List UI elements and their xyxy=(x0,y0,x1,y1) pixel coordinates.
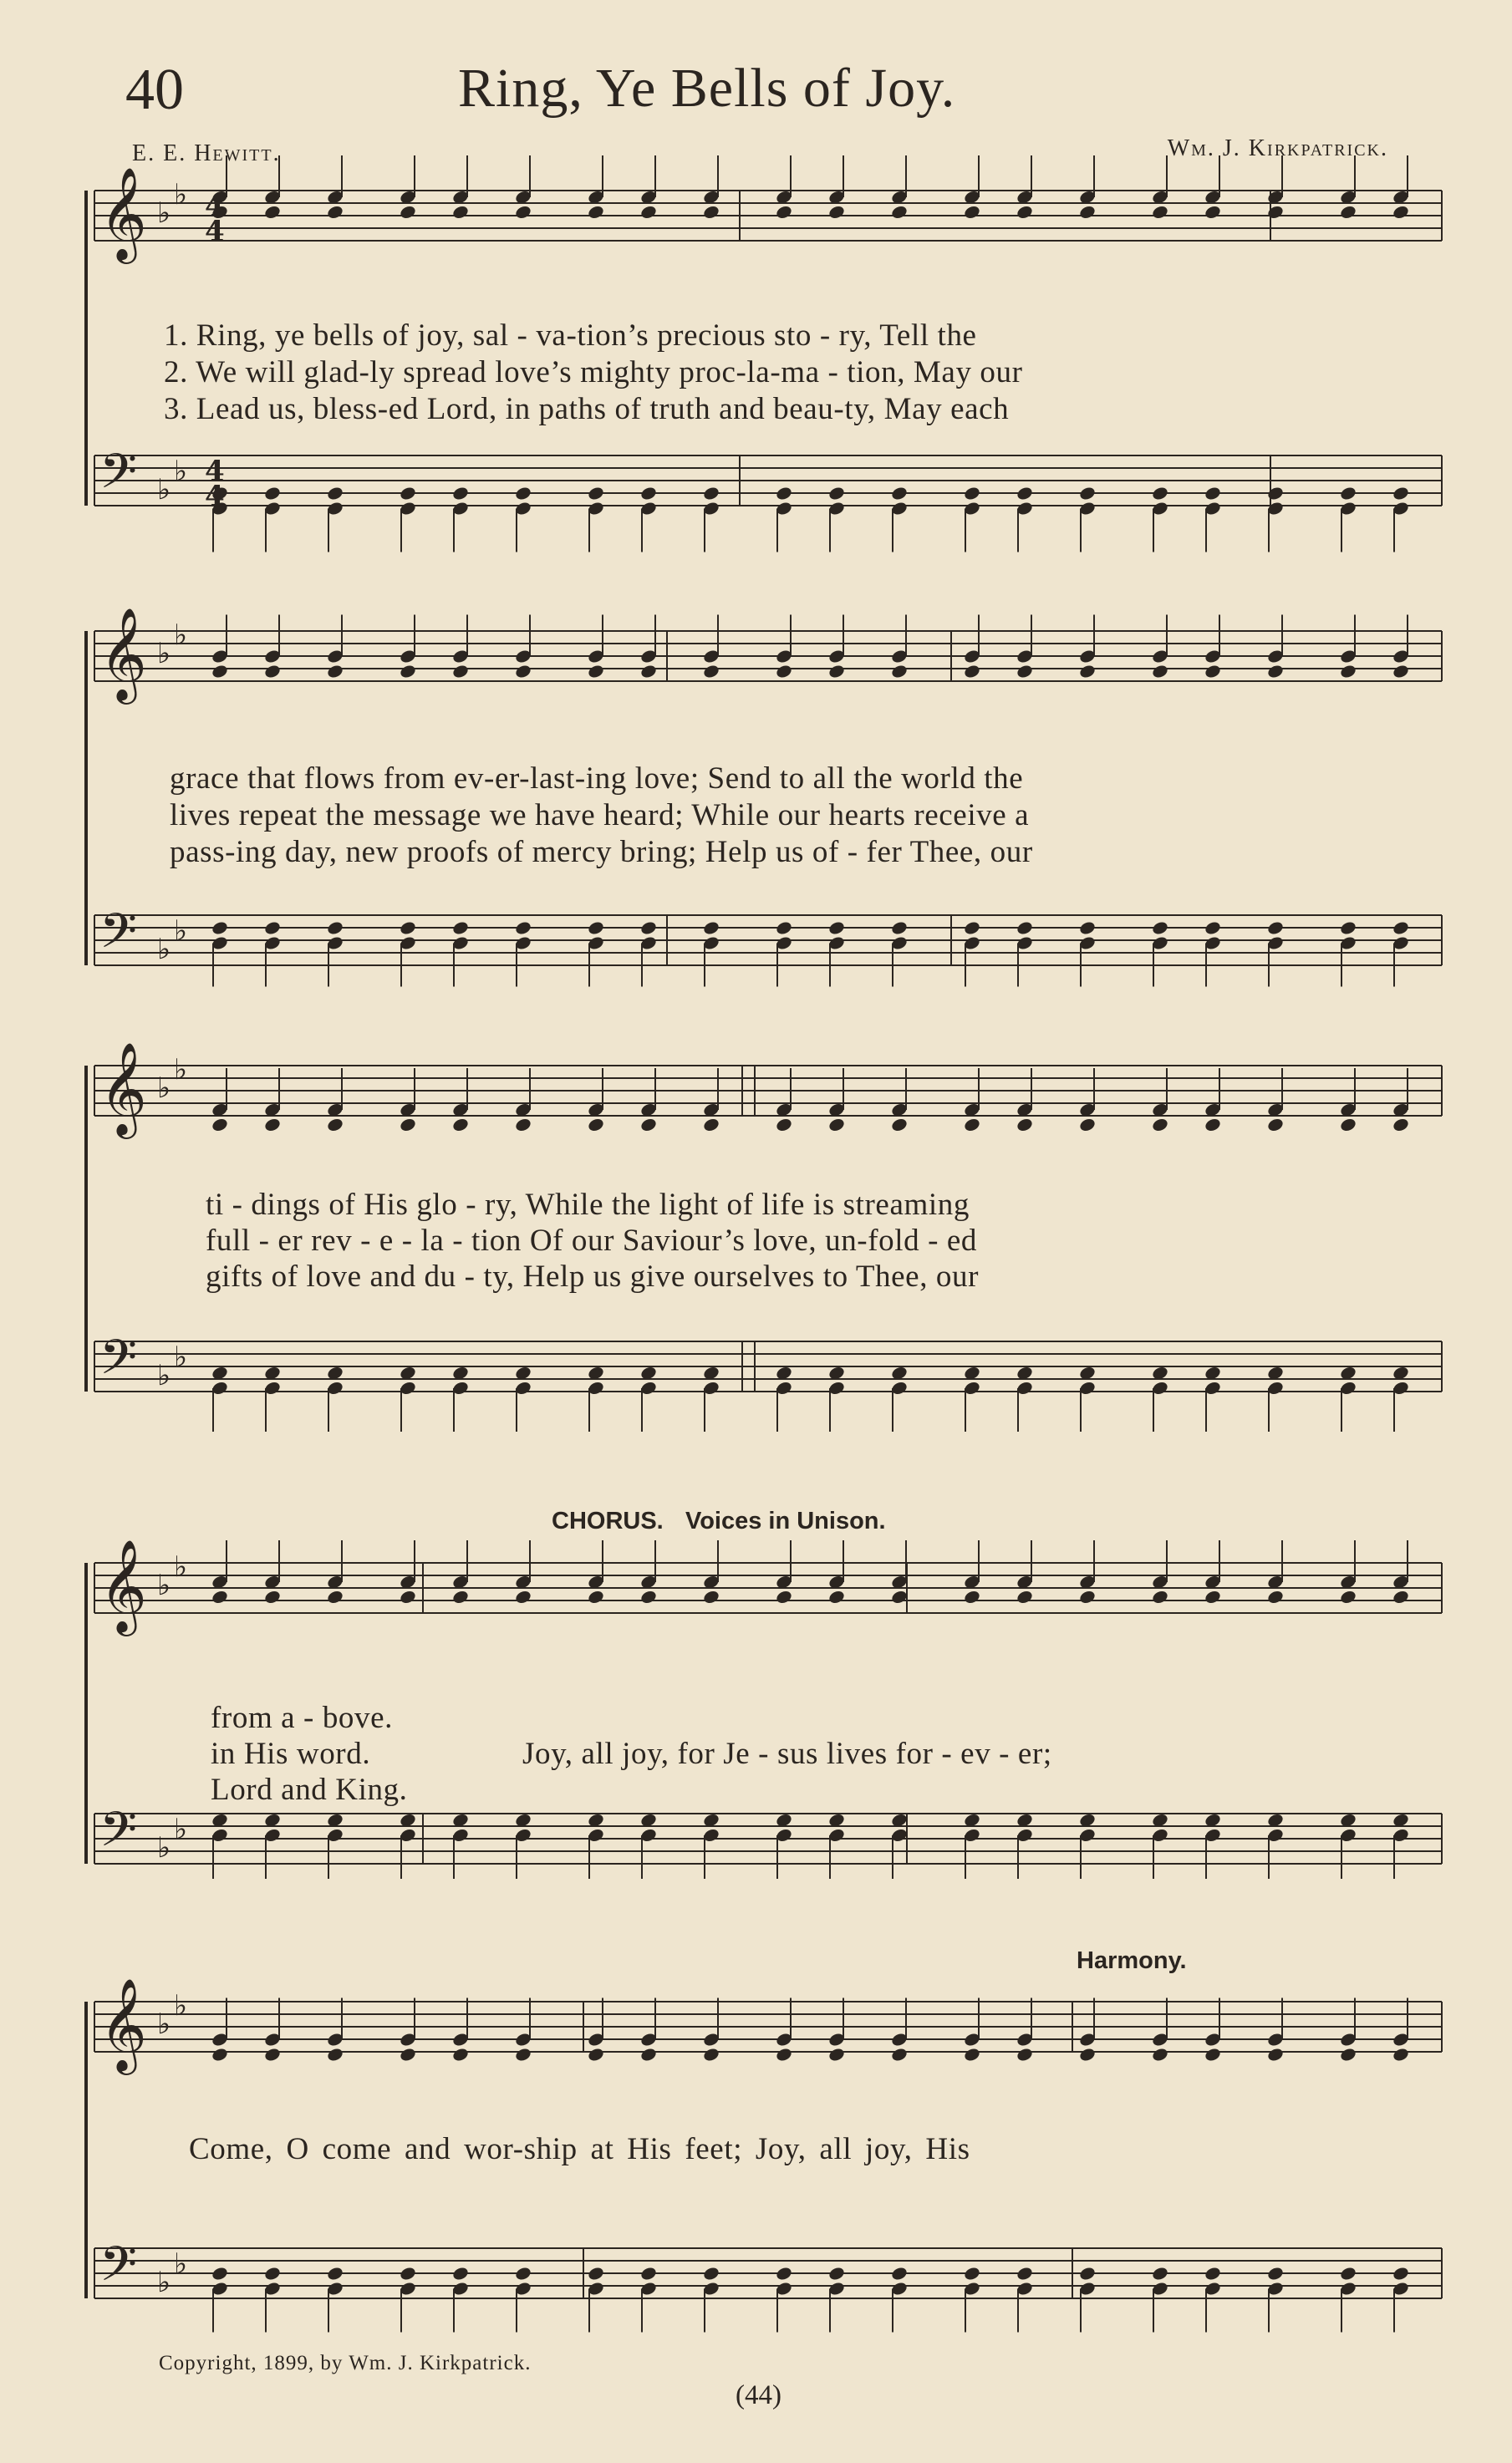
lyric-line-verse3: gifts of love and du - ty, Help us give ourselves to Thee, our xyxy=(206,1259,980,1294)
hymn-number: 40 xyxy=(125,58,184,122)
bass-clef: 𝄢 xyxy=(99,903,138,971)
note-head xyxy=(1339,1117,1357,1132)
note-head xyxy=(963,486,981,501)
lyric-line-verse1: ti - dings of His glo - ry, While the light of life is streaming xyxy=(206,1188,970,1222)
note-head xyxy=(1151,920,1169,936)
lyric-line-verse1: grace that flows from ev-er-last-ing love; Send to all the world the xyxy=(170,761,1024,796)
note-head xyxy=(1266,204,1285,220)
note-head xyxy=(1204,1589,1222,1605)
note-head xyxy=(1266,1117,1285,1132)
note-head xyxy=(963,1117,981,1132)
composer-credit: Wm. J. Kirkpatrick. xyxy=(1167,135,1388,161)
note-head xyxy=(326,2047,344,2063)
note-head xyxy=(890,2266,909,2282)
note-head xyxy=(587,920,605,936)
note-head xyxy=(775,1589,793,1605)
bass-clef: 𝄢 xyxy=(99,1329,138,1397)
note-head xyxy=(514,2266,532,2282)
note-head xyxy=(1078,1589,1097,1605)
note-head xyxy=(1392,1589,1410,1605)
note-head xyxy=(827,2047,846,2063)
note-head xyxy=(963,2266,981,2282)
note-head xyxy=(451,204,470,220)
note-head xyxy=(1392,664,1410,679)
note-head xyxy=(702,2047,720,2063)
flat-sign: ♭ xyxy=(157,196,171,230)
note-head xyxy=(775,2266,793,2282)
note-head xyxy=(514,1589,532,1605)
note-head xyxy=(963,2047,981,2063)
bass-clef: 𝄢 xyxy=(99,1801,138,1870)
lyricist-credit: E. E. Hewitt. xyxy=(132,140,281,166)
note-head xyxy=(1392,2266,1410,2282)
note-head xyxy=(263,486,282,501)
chorus-lyric-line-2: Come, O come and wor-ship at His feet; Joy, all joy, His xyxy=(189,2132,970,2166)
note-head xyxy=(890,1589,909,1605)
note-head xyxy=(1151,2047,1169,2063)
note-head xyxy=(326,664,344,679)
note-head xyxy=(587,204,605,220)
note-head xyxy=(514,2047,532,2063)
note-head xyxy=(587,664,605,679)
note-head xyxy=(639,204,658,220)
note-head xyxy=(514,1117,532,1132)
note-head xyxy=(326,1589,344,1605)
flat-sign: ♭ xyxy=(157,2008,171,2041)
flat-sign: ♭ xyxy=(174,455,188,488)
note-head xyxy=(263,2047,282,2063)
lyric-line-verse1-end: from a - bove. xyxy=(211,1701,393,1735)
note-head xyxy=(775,920,793,936)
note-head xyxy=(587,2266,605,2282)
note-head xyxy=(1204,486,1222,501)
note-head xyxy=(639,920,658,936)
note-head xyxy=(514,920,532,936)
note-head xyxy=(399,486,417,501)
flat-sign: ♭ xyxy=(157,1569,171,1602)
note-head xyxy=(326,486,344,501)
note-head xyxy=(263,920,282,936)
note-head xyxy=(1078,204,1097,220)
note-head xyxy=(775,664,793,679)
note-head xyxy=(702,204,720,220)
note-head xyxy=(639,1117,658,1132)
flat-sign: ♭ xyxy=(157,933,171,966)
note-head xyxy=(1078,920,1097,936)
note-head xyxy=(827,1117,846,1132)
note-head xyxy=(451,2047,470,2063)
harmony-label: Harmony. xyxy=(1077,1947,1187,1974)
note-head xyxy=(1078,2047,1097,2063)
flat-sign: ♭ xyxy=(157,637,171,670)
treble-clef: 𝄞 xyxy=(99,166,147,260)
note-head xyxy=(263,2266,282,2282)
flat-sign: ♭ xyxy=(174,2247,188,2281)
note-head xyxy=(639,1589,658,1605)
note-head xyxy=(1151,664,1169,679)
note-head xyxy=(1392,486,1410,501)
flat-sign: ♭ xyxy=(157,1071,171,1105)
note-head xyxy=(702,2266,720,2282)
note-head xyxy=(1016,920,1034,936)
note-head xyxy=(1016,2047,1034,2063)
note-head xyxy=(827,486,846,501)
treble-clef: 𝄞 xyxy=(99,1977,147,2071)
note-head xyxy=(890,1117,909,1132)
note-head xyxy=(399,2047,417,2063)
note-head xyxy=(263,1589,282,1605)
note-head xyxy=(211,1589,229,1605)
treble-clef: 𝄞 xyxy=(99,1539,147,1632)
note-head xyxy=(514,664,532,679)
treble-clef: 𝄞 xyxy=(99,607,147,700)
note-head xyxy=(451,2266,470,2282)
note-head xyxy=(1204,664,1222,679)
bass-clef: 𝄢 xyxy=(99,2236,138,2304)
note-head xyxy=(963,920,981,936)
note-head xyxy=(587,2047,605,2063)
note-head xyxy=(514,486,532,501)
flat-sign: ♭ xyxy=(174,1989,188,2023)
note-head xyxy=(211,664,229,679)
note-head xyxy=(1078,1117,1097,1132)
note-head xyxy=(399,1117,417,1132)
flat-sign: ♭ xyxy=(174,178,188,211)
lyric-line-verse2: full - er rev - e - la - tion Of our Saviour’s love, un-fold - ed xyxy=(206,1224,977,1258)
note-head xyxy=(827,2266,846,2282)
note-head xyxy=(1204,2047,1222,2063)
note-head xyxy=(1266,486,1285,501)
flat-sign: ♭ xyxy=(174,914,188,948)
note-head xyxy=(1266,920,1285,936)
note-head xyxy=(1339,1589,1357,1605)
note-head xyxy=(587,486,605,501)
note-head xyxy=(775,1117,793,1132)
note-head xyxy=(702,1589,720,1605)
note-head xyxy=(890,486,909,501)
note-head xyxy=(702,1117,720,1132)
hymn-title: Ring, Ye Bells of Joy. xyxy=(458,58,956,119)
note-head xyxy=(775,204,793,220)
time-signature: 4 xyxy=(205,215,225,248)
note-head xyxy=(702,920,720,936)
time-signature: 4 xyxy=(205,455,225,488)
note-head xyxy=(1078,664,1097,679)
note-head xyxy=(211,920,229,936)
lyric-line-verse3-end: Lord and King. xyxy=(211,1773,408,1807)
lyric-line-verse3: pass-ing day, new proofs of mercy bring; Help us of - fer Thee, our xyxy=(170,835,1033,869)
note-head xyxy=(587,1589,605,1605)
lyric-line-verse2: 2. We will glad-ly spread love’s mighty proc-la-ma - tion, May our xyxy=(164,355,1023,389)
note-head xyxy=(639,2266,658,2282)
note-head xyxy=(1266,664,1285,679)
note-head xyxy=(263,204,282,220)
note-head xyxy=(399,1589,417,1605)
bass-clef: 𝄢 xyxy=(99,443,138,511)
note-head xyxy=(211,1117,229,1132)
note-head xyxy=(1339,486,1357,501)
flat-sign: ♭ xyxy=(174,618,188,652)
note-head xyxy=(451,1117,470,1132)
note-head xyxy=(1339,204,1357,220)
lyric-line-verse1: 1. Ring, ye bells of joy, sal - va-tion’s precious sto - ry, Tell the xyxy=(164,318,977,353)
note-head xyxy=(639,2047,658,2063)
note-head xyxy=(827,920,846,936)
note-head xyxy=(211,2047,229,2063)
note-head xyxy=(1204,1117,1222,1132)
note-head xyxy=(890,920,909,936)
note-head xyxy=(326,2266,344,2282)
note-head xyxy=(326,1117,344,1132)
note-head xyxy=(1392,2047,1410,2063)
note-head xyxy=(963,1589,981,1605)
note-head xyxy=(1339,664,1357,679)
note-head xyxy=(639,486,658,501)
chorus-lyric-line: Joy, all joy, for Je - sus lives for - ev - er; xyxy=(522,1737,1052,1771)
copyright-notice: Copyright, 1899, by Wm. J. Kirkpatrick. xyxy=(159,2352,532,2374)
flat-sign: ♭ xyxy=(157,2266,171,2299)
note-head xyxy=(399,920,417,936)
note-head xyxy=(1016,204,1034,220)
note-head xyxy=(1016,2266,1034,2282)
time-signature: 4 xyxy=(205,190,225,223)
note-head xyxy=(451,664,470,679)
note-head xyxy=(514,204,532,220)
note-head xyxy=(263,664,282,679)
flat-sign: ♭ xyxy=(157,1831,171,1865)
flat-sign: ♭ xyxy=(157,473,171,506)
note-head xyxy=(1151,1117,1169,1132)
note-head xyxy=(963,664,981,679)
note-head xyxy=(1151,204,1169,220)
note-head xyxy=(399,664,417,679)
note-head xyxy=(827,664,846,679)
time-signature: 4 xyxy=(205,480,225,513)
note-head xyxy=(1266,2266,1285,2282)
note-head xyxy=(1339,2047,1357,2063)
note-head xyxy=(451,920,470,936)
note-head xyxy=(702,486,720,501)
note-head xyxy=(775,2047,793,2063)
note-head xyxy=(211,2266,229,2282)
note-head xyxy=(326,920,344,936)
note-head xyxy=(963,204,981,220)
note-head xyxy=(1339,920,1357,936)
note-head xyxy=(1151,486,1169,501)
note-head xyxy=(1078,2266,1097,2282)
note-head xyxy=(587,1117,605,1132)
note-head xyxy=(451,1589,470,1605)
note-head xyxy=(399,2266,417,2282)
note-head xyxy=(1204,204,1222,220)
flat-sign: ♭ xyxy=(174,1813,188,1846)
flat-sign: ♭ xyxy=(174,1053,188,1086)
note-head xyxy=(1204,920,1222,936)
note-head xyxy=(890,2047,909,2063)
note-head xyxy=(827,1589,846,1605)
note-head xyxy=(1151,2266,1169,2282)
note-head xyxy=(1016,486,1034,501)
lyric-line-verse2-end: in His word. xyxy=(211,1737,371,1771)
note-head xyxy=(1392,1117,1410,1132)
lyric-line-verse3: 3. Lead us, bless-ed Lord, in paths of truth and beau-ty, May each xyxy=(164,392,1010,426)
note-head xyxy=(890,664,909,679)
note-head xyxy=(263,1117,282,1132)
note-head xyxy=(1266,2047,1285,2063)
note-head xyxy=(1016,1589,1034,1605)
lyric-line-verse2: lives repeat the message we have heard; While our hearts receive a xyxy=(170,798,1030,832)
note-head xyxy=(1392,204,1410,220)
note-head xyxy=(399,204,417,220)
treble-clef: 𝄞 xyxy=(99,1041,147,1135)
flat-sign: ♭ xyxy=(174,1341,188,1374)
voices-in-unison-label: Voices in Unison. xyxy=(685,1508,886,1534)
note-head xyxy=(1016,664,1034,679)
note-head xyxy=(702,664,720,679)
note-head xyxy=(1266,1589,1285,1605)
note-head xyxy=(1204,2266,1222,2282)
note-head xyxy=(775,486,793,501)
note-head xyxy=(326,204,344,220)
page-number: (44) xyxy=(736,2380,781,2410)
flat-sign: ♭ xyxy=(174,1550,188,1584)
note-head xyxy=(1339,2266,1357,2282)
note-head xyxy=(1392,920,1410,936)
flat-sign: ♭ xyxy=(157,1359,171,1392)
note-head xyxy=(1078,486,1097,501)
note-head xyxy=(1016,1117,1034,1132)
note-head xyxy=(1151,1589,1169,1605)
chorus-label: CHORUS. xyxy=(552,1508,664,1534)
note-head xyxy=(890,204,909,220)
note-head xyxy=(451,486,470,501)
note-head xyxy=(827,204,846,220)
note-head xyxy=(639,664,658,679)
